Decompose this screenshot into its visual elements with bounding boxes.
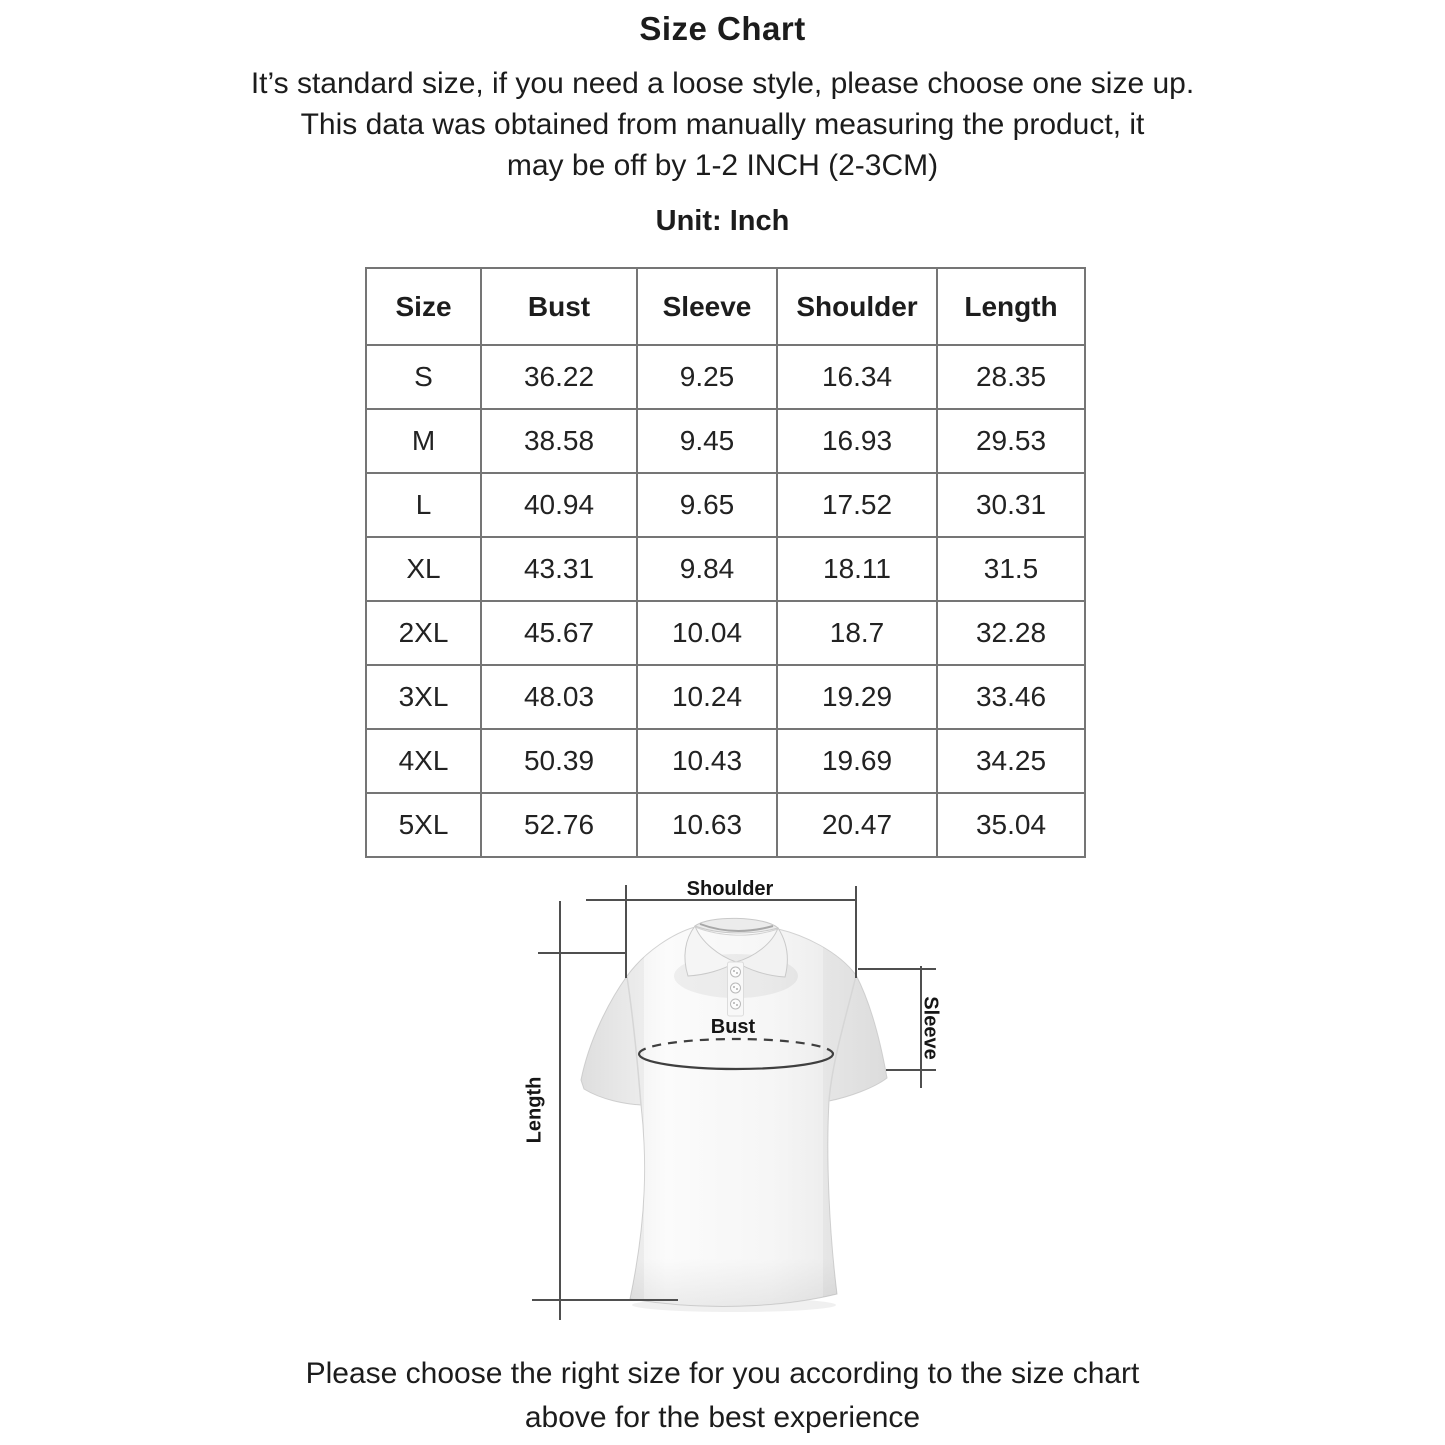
- table-cell: 16.93: [777, 409, 937, 473]
- table-cell: M: [366, 409, 481, 473]
- placket-button: [731, 983, 741, 993]
- bust-label: Bust: [710, 1016, 756, 1038]
- sleeve-label: Sleeve: [919, 996, 942, 1060]
- size-table-header-row: [366, 268, 1085, 345]
- table-row: [366, 601, 1085, 665]
- table-cell: 48.03: [481, 665, 637, 729]
- size-table: [365, 267, 1086, 858]
- table-cell: 43.31: [481, 537, 637, 601]
- table-cell: 35.04: [937, 793, 1085, 857]
- table-cell: 17.52: [777, 473, 937, 537]
- column-header: Bust: [481, 268, 637, 345]
- polo-shirt-illustration: [574, 918, 893, 1318]
- table-row: [366, 729, 1085, 793]
- table-cell: 20.47: [777, 793, 937, 857]
- table-cell: 4XL: [366, 729, 481, 793]
- table-cell: 10.04: [637, 601, 777, 665]
- table-cell: XL: [366, 537, 481, 601]
- footer-line-2: above for the best experience: [524, 1401, 921, 1434]
- intro-line-1: It’s standard size, if you need a loose style, please choose one size up.: [250, 67, 1195, 100]
- page-title: Size Chart: [639, 10, 806, 47]
- table-cell: 19.29: [777, 665, 937, 729]
- column-header: Shoulder: [777, 268, 937, 345]
- table-cell: 9.65: [637, 473, 777, 537]
- column-header: Size: [366, 268, 481, 345]
- table-cell: 9.84: [637, 537, 777, 601]
- placket-button: [731, 967, 741, 977]
- table-cell: 16.34: [777, 345, 937, 409]
- table-cell: 10.24: [637, 665, 777, 729]
- table-cell: 45.67: [481, 601, 637, 665]
- placket-button: [731, 999, 741, 1009]
- table-cell: 19.69: [777, 729, 937, 793]
- footer-line-1: Please choose the right size for you according to the size chart: [305, 1357, 1140, 1390]
- column-header: Length: [937, 268, 1085, 345]
- size-table-body: [366, 345, 1085, 857]
- table-cell: 2XL: [366, 601, 481, 665]
- table-cell: 5XL: [366, 793, 481, 857]
- table-cell: 9.45: [637, 409, 777, 473]
- intro-text: [0, 63, 1445, 186]
- table-cell: 31.5: [937, 537, 1085, 601]
- shirt-measurement-diagram: [478, 858, 978, 1340]
- table-row: [366, 793, 1085, 857]
- table-cell: 36.22: [481, 345, 637, 409]
- intro-line-2: This data was obtained from manually measuring the product, it: [300, 108, 1145, 141]
- table-cell: 18.11: [777, 537, 937, 601]
- table-cell: 50.39: [481, 729, 637, 793]
- table-cell: 9.25: [637, 345, 777, 409]
- table-cell: 18.7: [777, 601, 937, 665]
- table-cell: 40.94: [481, 473, 637, 537]
- shoulder-label: Shoulder: [686, 878, 774, 900]
- table-cell: 28.35: [937, 345, 1085, 409]
- table-cell: 38.58: [481, 409, 637, 473]
- unit-label: Unit: Inch: [655, 205, 790, 237]
- table-row: [366, 665, 1085, 729]
- table-cell: 32.28: [937, 601, 1085, 665]
- table-row: [366, 345, 1085, 409]
- table-row: [366, 537, 1085, 601]
- table-cell: 29.53: [937, 409, 1085, 473]
- length-label: Length: [523, 1076, 546, 1144]
- footer-note: [0, 1352, 1445, 1440]
- table-cell: 33.46: [937, 665, 1085, 729]
- table-cell: 30.31: [937, 473, 1085, 537]
- table-row: [366, 409, 1085, 473]
- table-cell: 10.63: [637, 793, 777, 857]
- table-cell: 34.25: [937, 729, 1085, 793]
- table-cell: 3XL: [366, 665, 481, 729]
- table-cell: L: [366, 473, 481, 537]
- table-row: [366, 473, 1085, 537]
- intro-line-3: may be off by 1-2 INCH (2-3CM): [506, 149, 939, 182]
- table-cell: 52.76: [481, 793, 637, 857]
- column-header: Sleeve: [637, 268, 777, 345]
- table-cell: S: [366, 345, 481, 409]
- table-cell: 10.43: [637, 729, 777, 793]
